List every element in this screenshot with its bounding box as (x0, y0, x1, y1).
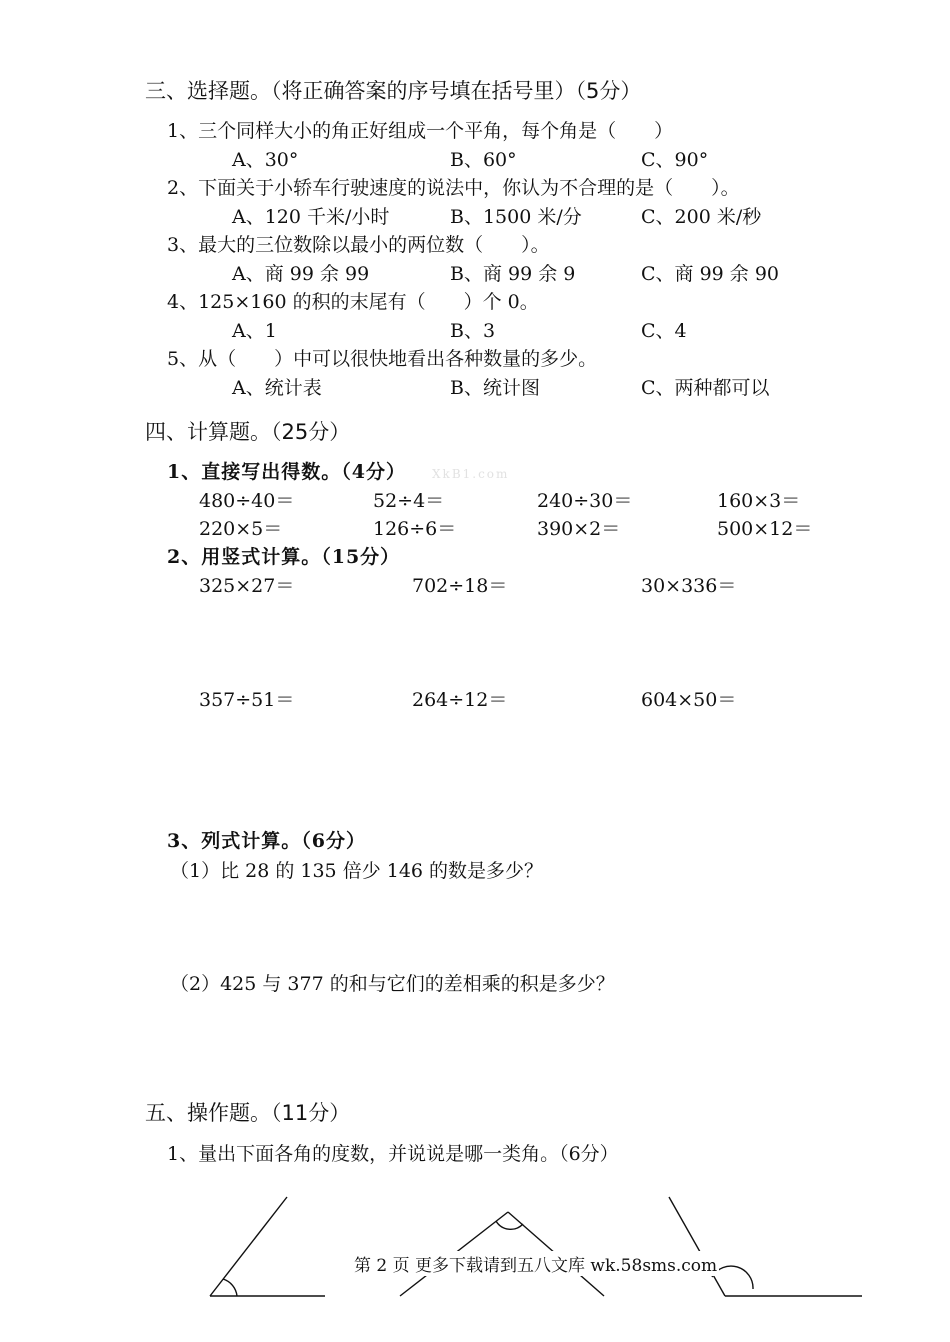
option-4c: C、4 (641, 320, 687, 342)
option-5b: B、统计图 (450, 377, 540, 399)
part-2-title: 2、用竖式计算。（15分） (167, 546, 401, 568)
oral-calc-1-4: 160×3＝ (717, 490, 801, 512)
option-2c: C、200 米/秒 (641, 206, 762, 228)
word-problem-2: （2）425 与 377 的和与它们的差相乘的积是多少？ (170, 973, 615, 995)
part-3-title: 3、列式计算。（6分） (167, 830, 366, 852)
option-2b: B、1500 米/分 (450, 206, 582, 228)
oral-calc-2-1: 220×5＝ (199, 518, 283, 540)
oral-calc-2-3: 390×2＝ (537, 518, 621, 540)
vertical-calc-2-2: 264÷12＝ (412, 689, 508, 711)
operation-question-1: 1、量出下面各角的度数，并说说是哪一类角。（6分） (167, 1143, 619, 1165)
option-2a: A、120 千米/小时 (232, 206, 390, 228)
option-3a: A、商 99 余 99 (232, 263, 370, 285)
part-1-title: 1、直接写出得数。（4分） (167, 461, 406, 483)
option-1c: C、90° (641, 149, 709, 171)
vertical-calc-2-1: 357÷51＝ (199, 689, 295, 711)
question-4: 4、125×160 的积的末尾有（ ）个 0。 (167, 291, 539, 313)
section-5-title: 五、操作题。（11分） (145, 1101, 351, 1125)
oral-calc-1-1: 480÷40＝ (199, 490, 295, 512)
question-3: 3、最大的三位数除以最小的两位数（ ）。 (167, 234, 550, 256)
option-5a: A、统计表 (232, 377, 322, 399)
page-footer: 第 2 页 更多下载请到五八文库 wk.58sms.com (352, 1251, 719, 1276)
word-problem-1: （1）比 28 的 135 倍少 146 的数是多少？ (170, 860, 544, 882)
watermark: XkB1.com (432, 467, 510, 481)
vertical-calc-1-3: 30×336＝ (641, 575, 737, 597)
option-3b: B、商 99 余 9 (450, 263, 576, 285)
oral-calc-2-4: 500×12＝ (717, 518, 813, 540)
section-3-title: 三、选择题。（将正确答案的序号填在括号里）（5分） (145, 79, 642, 103)
option-4a: A、1 (232, 320, 277, 342)
vertical-calc-2-3: 604×50＝ (641, 689, 737, 711)
question-5: 5、从（ ）中可以很快地看出各种数量的多少。 (167, 348, 598, 370)
oral-calc-1-3: 240÷30＝ (537, 490, 633, 512)
option-4b: B、3 (450, 320, 496, 342)
option-5c: C、两种都可以 (641, 377, 770, 399)
oral-calc-2-2: 126÷6＝ (373, 518, 457, 540)
section-4-title: 四、计算题。（25分） (145, 420, 351, 444)
vertical-calc-1-1: 325×27＝ (199, 575, 295, 597)
question-2: 2、下面关于小轿车行驶速度的说法中，你认为不合理的是（ ）。 (167, 177, 740, 199)
option-3c: C、商 99 余 90 (641, 263, 780, 285)
angle-1 (210, 1197, 325, 1296)
oral-calc-1-2: 52÷4＝ (373, 490, 445, 512)
option-1a: A、30° (232, 149, 299, 171)
question-1: 1、三个同样大小的角正好组成一个平角，每个角是（ ） (167, 120, 674, 142)
angle-3 (669, 1197, 862, 1296)
vertical-calc-1-2: 702÷18＝ (412, 575, 508, 597)
option-1b: B、60° (450, 149, 517, 171)
